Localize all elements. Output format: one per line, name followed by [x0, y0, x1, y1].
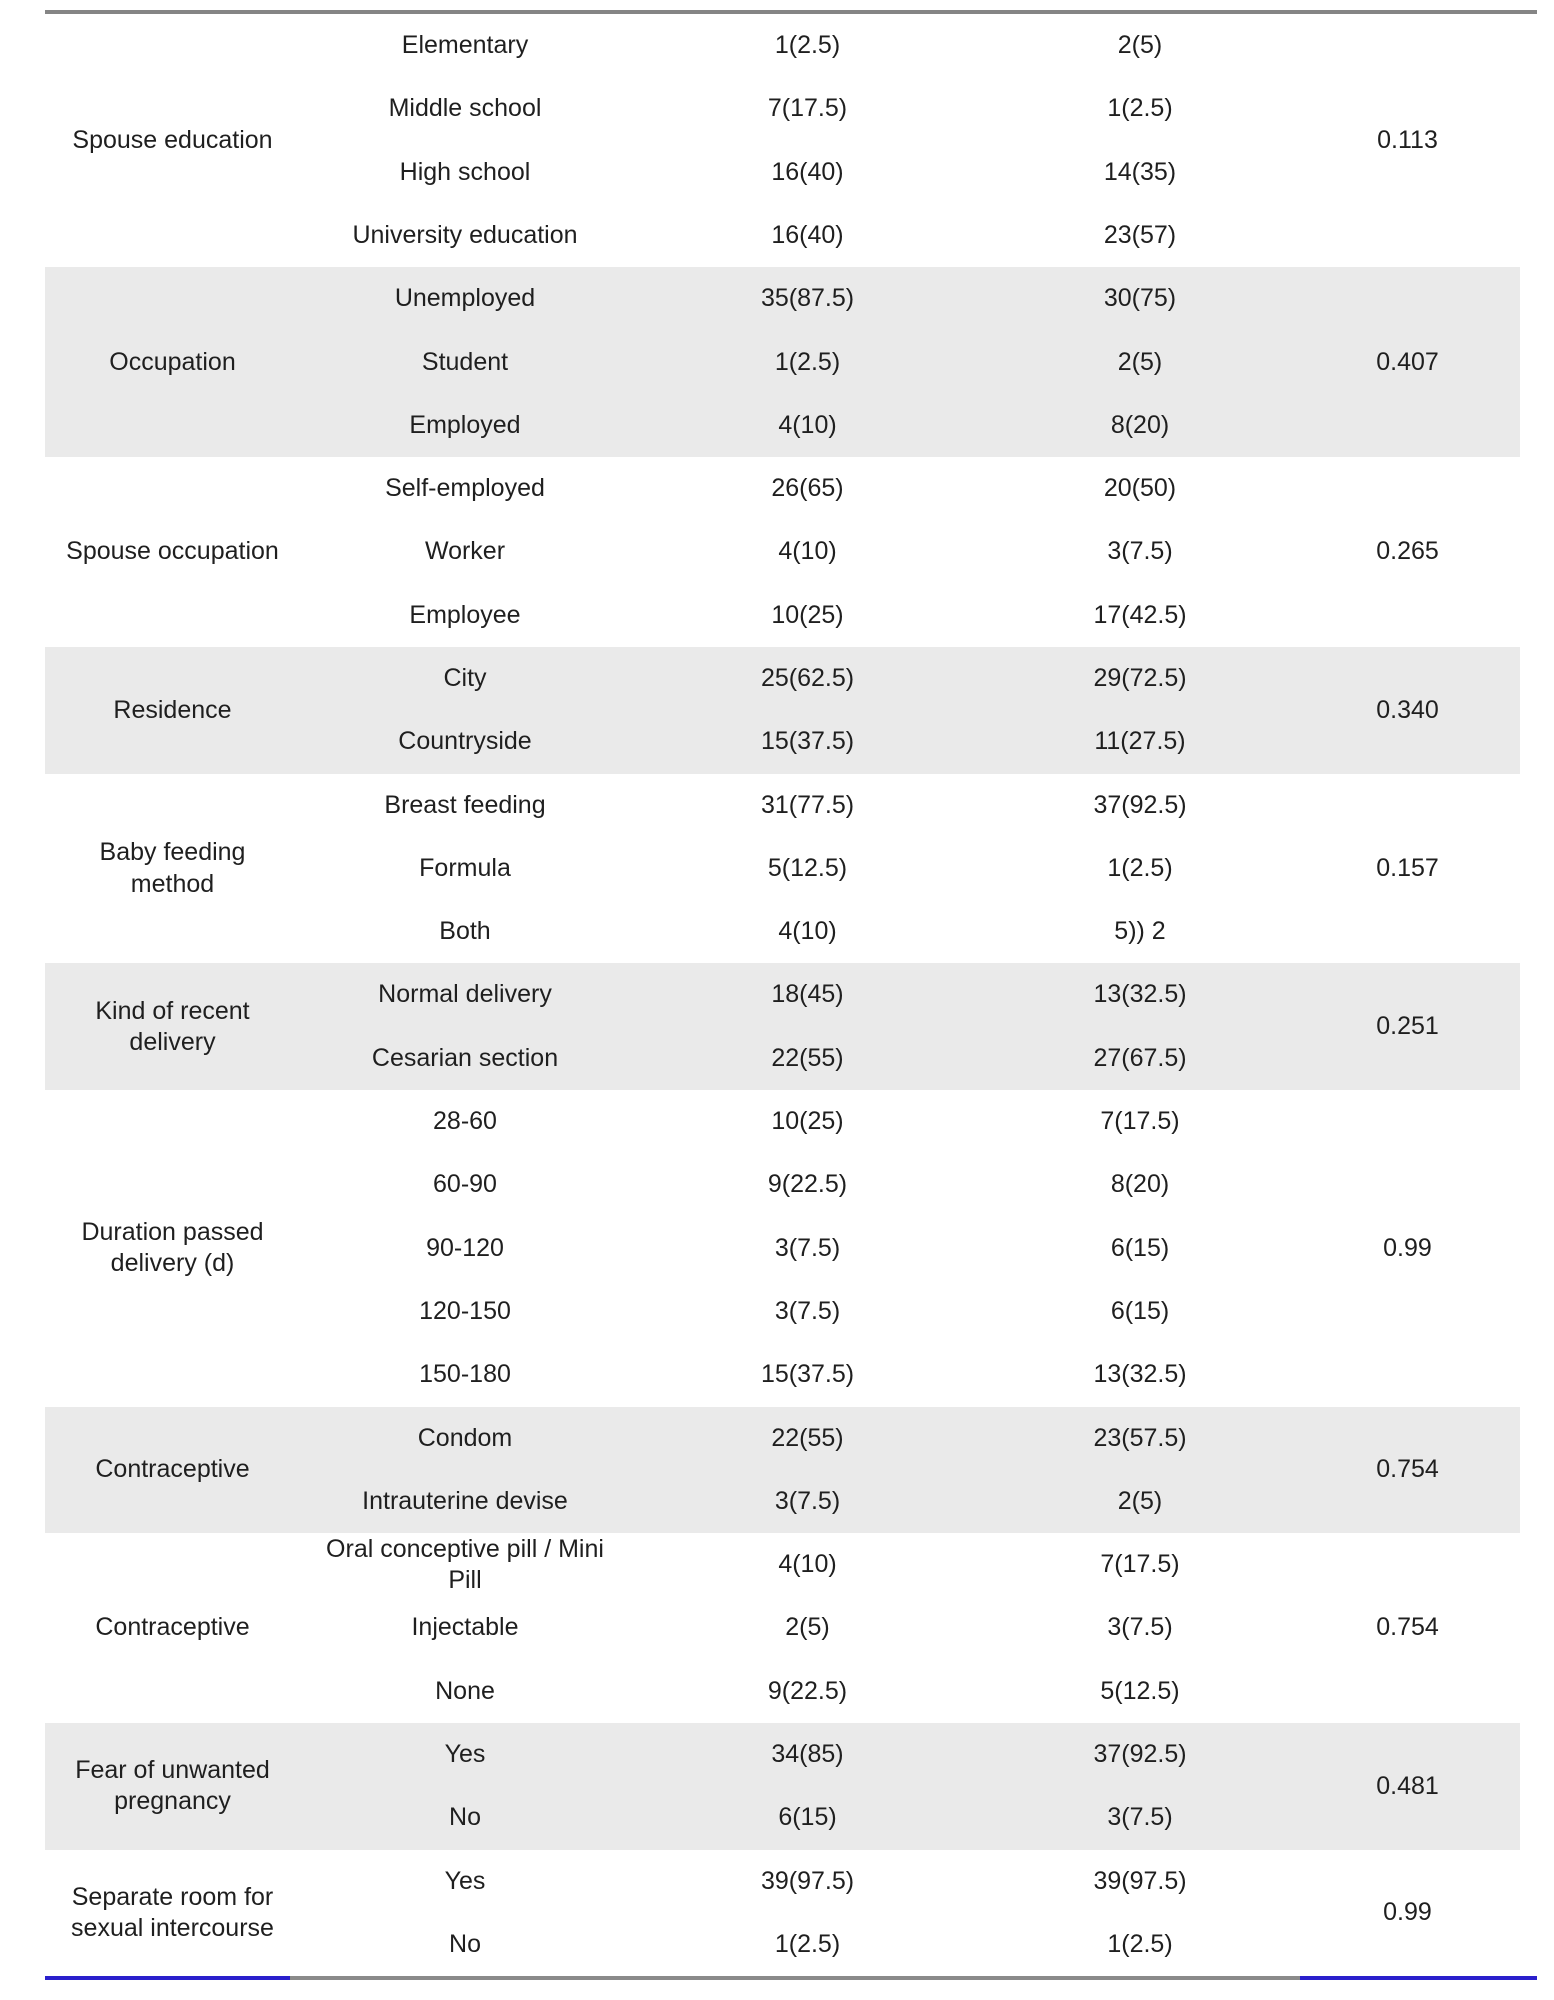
p-value-cell: 0.99 [1383, 1898, 1432, 1927]
group1-value-cell: 15(37.5) [760, 727, 855, 756]
category-cell: Kind of recent delivery [95, 996, 250, 1056]
subcategory-cell: Student [421, 347, 509, 376]
group1-value-cell: 6(15) [778, 1803, 837, 1832]
group2-value-cell: 8(20) [1110, 1170, 1170, 1199]
subcategory-cell: Employed [409, 410, 521, 439]
subcategory-cell: 28-60 [433, 1107, 497, 1136]
bottom-border-gray-segment [290, 1976, 1300, 1980]
subcategory-cell: 120-150 [419, 1296, 511, 1325]
category-cell: Occupation [109, 347, 236, 376]
subcategory-cell: Yes [444, 1740, 486, 1769]
group1-value-cell: 4(10) [778, 1550, 837, 1579]
section-5-kind-of-recent-delivery [45, 963, 1520, 1090]
subcategory-cell: None [435, 1676, 495, 1705]
table-bottom-border [45, 1976, 1537, 1980]
subcategory-cell: 60-90 [433, 1170, 497, 1199]
category-cell: Separate room for sexual intercourse [71, 1882, 274, 1942]
p-value-cell: 0.754 [1376, 1455, 1439, 1484]
category-cell: Duration passed delivery (d) [81, 1218, 264, 1278]
subcategory-cell: Oral conceptive pill / Mini Pill [326, 1534, 604, 1594]
group1-value-cell: 3(7.5) [774, 1233, 841, 1262]
subcategory-cell: Employee [409, 600, 521, 629]
section-10-separate-room-for-sexual-intercourse [45, 1850, 1520, 1977]
group2-value-cell: 1(2.5) [1107, 853, 1173, 882]
group2-value-cell: 3(7.5) [1107, 1803, 1173, 1832]
subcategory-cell: Injectable [411, 1613, 519, 1642]
group2-value-cell: 23(57) [1103, 220, 1177, 249]
group1-value-cell: 15(37.5) [760, 1360, 855, 1389]
group1-value-cell: 4(10) [778, 537, 837, 566]
p-value-cell: 0.157 [1376, 853, 1439, 882]
group1-value-cell: 5(12.5) [767, 853, 848, 882]
group2-value-cell: 2(5) [1117, 1486, 1163, 1515]
group2-value-cell: 3(7.5) [1107, 537, 1173, 566]
category-cell: Residence [113, 695, 232, 724]
subcategory-cell: City [443, 663, 487, 692]
group1-value-cell: 4(10) [778, 917, 837, 946]
group2-value-cell: 5(12.5) [1100, 1676, 1180, 1705]
group2-value-cell: 2(5) [1117, 31, 1163, 60]
p-value-cell: 0.265 [1376, 537, 1439, 566]
subcategory-cell: Self-employed [385, 474, 545, 503]
group2-value-cell: 1(2.5) [1107, 1929, 1173, 1958]
p-value-cell: 0.113 [1377, 125, 1438, 154]
bottom-border-right-blue-segment [1300, 1976, 1537, 1980]
group2-value-cell: 5)) 2 [1114, 917, 1166, 946]
p-value-cell: 0.99 [1383, 1233, 1432, 1262]
group2-value-cell: 29(72.5) [1093, 663, 1187, 692]
subcategory-cell: Middle school [388, 94, 542, 123]
group2-value-cell: 17(42.5) [1093, 600, 1187, 629]
group2-value-cell: 37(92.5) [1093, 790, 1187, 819]
group1-value-cell: 16(40) [771, 220, 844, 249]
section-3-residence [45, 647, 1520, 774]
group1-value-cell: 26(65) [771, 474, 844, 503]
subcategory-cell: Condom [417, 1423, 513, 1452]
group1-value-cell: 1(2.5) [774, 1929, 841, 1958]
group1-value-cell: 22(55) [771, 1043, 844, 1072]
subcategory-cell: Breast feeding [384, 790, 546, 819]
section-4-baby-feeding-method [45, 774, 1520, 964]
subcategory-cell: Unemployed [394, 284, 536, 313]
group1-value-cell: 10(25) [771, 1107, 844, 1136]
section-9-fear-of-unwanted-pregnancy [45, 1723, 1520, 1850]
group1-value-cell: 3(7.5) [774, 1486, 841, 1515]
subcategory-cell: Formula [419, 853, 511, 882]
p-value-cell: 0.251 [1376, 1012, 1439, 1041]
characteristics-table [45, 10, 1537, 1980]
subcategory-cell: No [449, 1929, 481, 1958]
category-cell: Fear of unwanted pregnancy [75, 1756, 270, 1816]
category-cell: Contraceptive [95, 1613, 250, 1642]
p-value-cell: 0.407 [1376, 347, 1439, 376]
group1-value-cell: 1(2.5) [774, 347, 841, 376]
subcategory-cell: Both [439, 917, 491, 946]
table-body [45, 14, 1520, 1976]
group1-value-cell: 18(45) [771, 980, 844, 1009]
subcategory-cell: Intrauterine devise [362, 1486, 568, 1515]
group1-value-cell: 1(2.5) [774, 31, 841, 60]
subcategory-cell: 90-120 [426, 1233, 504, 1262]
subcategory-cell: No [449, 1803, 481, 1832]
group2-value-cell: 13(32.5) [1093, 980, 1187, 1009]
group1-value-cell: 35(87.5) [760, 284, 855, 313]
subcategory-cell: Yes [444, 1866, 486, 1895]
group2-value-cell: 14(35) [1103, 157, 1177, 186]
section-6-duration-passed-delivery-d [45, 1090, 1520, 1406]
group2-value-cell: 6(15) [1110, 1233, 1170, 1262]
category-cell: Spouse occupation [66, 537, 279, 566]
category-cell: Contraceptive [95, 1455, 250, 1484]
group2-value-cell: 30(75) [1103, 284, 1177, 313]
subcategory-cell: University education [352, 220, 578, 249]
group1-value-cell: 9(22.5) [767, 1676, 848, 1705]
group2-value-cell: 13(32.5) [1093, 1360, 1187, 1389]
group1-value-cell: 16(40) [771, 157, 844, 186]
group2-value-cell: 6(15) [1110, 1296, 1170, 1325]
group2-value-cell: 37(92.5) [1093, 1740, 1187, 1769]
group1-value-cell: 22(55) [771, 1423, 844, 1452]
group1-value-cell: 2(5) [785, 1613, 830, 1642]
group2-value-cell: 3(7.5) [1107, 1613, 1173, 1642]
section-0-spouse-education [45, 14, 1520, 267]
category-cell: Spouse education [72, 125, 273, 154]
group2-value-cell: 20(50) [1103, 474, 1177, 503]
group1-value-cell: 3(7.5) [774, 1296, 841, 1325]
group2-value-cell: 8(20) [1110, 410, 1170, 439]
section-1-occupation [45, 267, 1520, 457]
subcategory-cell: Normal delivery [378, 980, 552, 1009]
section-8-contraceptive [45, 1533, 1520, 1723]
group2-value-cell: 1(2.5) [1107, 94, 1173, 123]
p-value-cell: 0.754 [1376, 1613, 1439, 1642]
section-2-spouse-occupation [45, 457, 1520, 647]
subcategory-cell: Elementary [401, 31, 529, 60]
subcategory-cell: High school [399, 157, 531, 186]
group1-value-cell: 25(62.5) [760, 663, 855, 692]
group1-value-cell: 7(17.5) [767, 94, 848, 123]
group1-value-cell: 39(97.5) [760, 1866, 855, 1895]
group1-value-cell: 10(25) [771, 600, 844, 629]
group1-value-cell: 31(77.5) [760, 790, 855, 819]
p-value-cell: 0.481 [1376, 1771, 1439, 1800]
group2-value-cell: 7(17.5) [1100, 1107, 1180, 1136]
bottom-border-left-blue-segment [45, 1976, 290, 1980]
subcategory-cell: Worker [424, 537, 506, 566]
p-value-cell: 0.340 [1376, 695, 1439, 724]
group2-value-cell: 2(5) [1117, 347, 1163, 376]
category-cell: Baby feeding method [99, 838, 246, 898]
group1-value-cell: 4(10) [778, 410, 837, 439]
group1-value-cell: 9(22.5) [767, 1170, 848, 1199]
subcategory-cell: 150-180 [419, 1360, 511, 1389]
group1-value-cell: 34(85) [771, 1740, 844, 1769]
subcategory-cell: Countryside [398, 727, 532, 756]
group2-value-cell: 11(27.5) [1094, 727, 1186, 756]
subcategory-cell: Cesarian section [371, 1043, 559, 1072]
group2-value-cell: 7(17.5) [1100, 1550, 1180, 1579]
group2-value-cell: 39(97.5) [1093, 1866, 1187, 1895]
group2-value-cell: 23(57.5) [1093, 1423, 1187, 1452]
group2-value-cell: 27(67.5) [1093, 1043, 1187, 1072]
section-7-contraceptive [45, 1407, 1520, 1534]
